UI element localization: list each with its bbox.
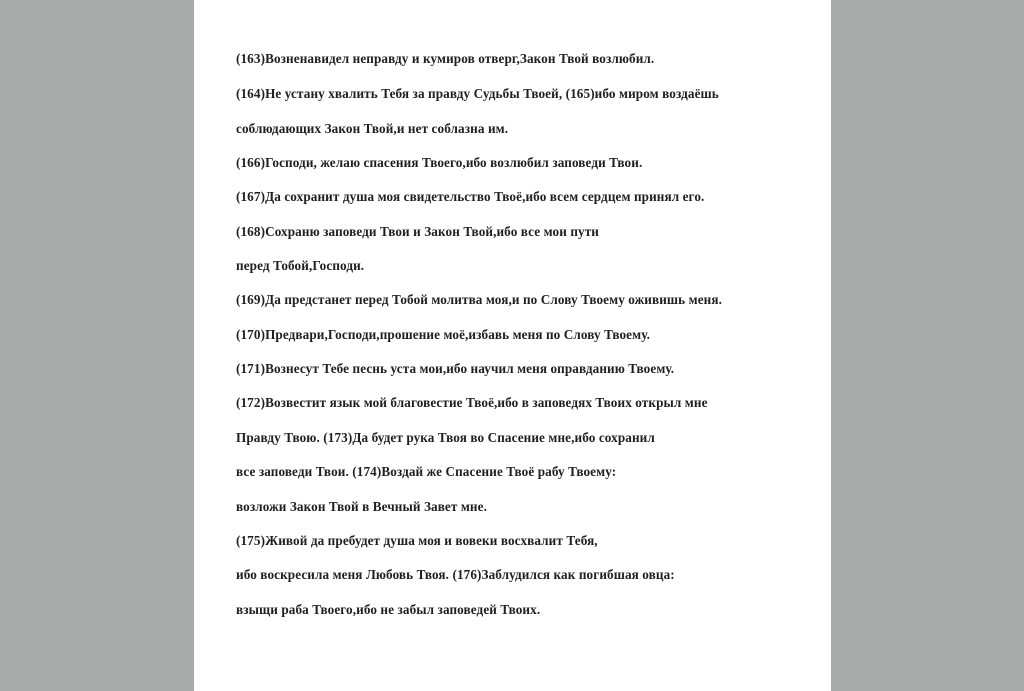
text-line: (163)Возненавидел неправду и кумиров отверг,Закон Твой возлюбил. — [236, 51, 655, 66]
text-line: (164)Не устану хвалить Тебя за правду Судьбы Твоей, (165)ибо миром воздаёшь — [236, 86, 719, 101]
text-line: Правду Твою. (173)Да будет рука Твоя во Спасение мне,ибо сохранил — [236, 430, 655, 445]
text-line: (167)Да сохранит душа моя свидетельство Твоё,ибо всем сердцем принял его. — [236, 189, 705, 204]
text-line: возложи Закон Твой в Вечный Завет мне. — [236, 499, 487, 514]
text-line: все заповеди Твои. (174)Воздай же Спасение Твоё рабу Твоему: — [236, 464, 617, 479]
text-line: (172)Возвестит язык мой благовестие Твоё,ибо в заповедях Твоих открыл мне — [236, 395, 708, 410]
text-line: (175)Живой да пребудет душа моя и вовеки восхвалит Тебя, — [236, 533, 598, 548]
text-line: ибо воскресила меня Любовь Твоя. (176)Заблудился как погибшая овца: — [236, 567, 675, 582]
text-line: соблюдающих Закон Твой,и нет соблазна им. — [236, 121, 509, 136]
document-page — [194, 0, 831, 691]
text-line: (169)Да предстанет перед Тобой молитва моя,и по Слову Твоему оживишь меня. — [236, 292, 722, 307]
text-line: (166)Господи, желаю спасения Твоего,ибо возлюбил заповеди Твои. — [236, 155, 643, 170]
text-line: взыщи раба Твоего,ибо не забыл заповедей Твоих. — [236, 602, 541, 617]
text-line: (170)Предвари,Господи,прошение моё,избавь меня по Слову Твоему. — [236, 327, 650, 342]
text-line: перед Тобой,Господи. — [236, 258, 365, 273]
text-line: (168)Сохраню заповеди Твои и Закон Твой,ибо все мои пути — [236, 224, 599, 239]
text-line: (171)Вознесут Тебе песнь уста мои,ибо научил меня оправданию Твоему. — [236, 361, 675, 376]
